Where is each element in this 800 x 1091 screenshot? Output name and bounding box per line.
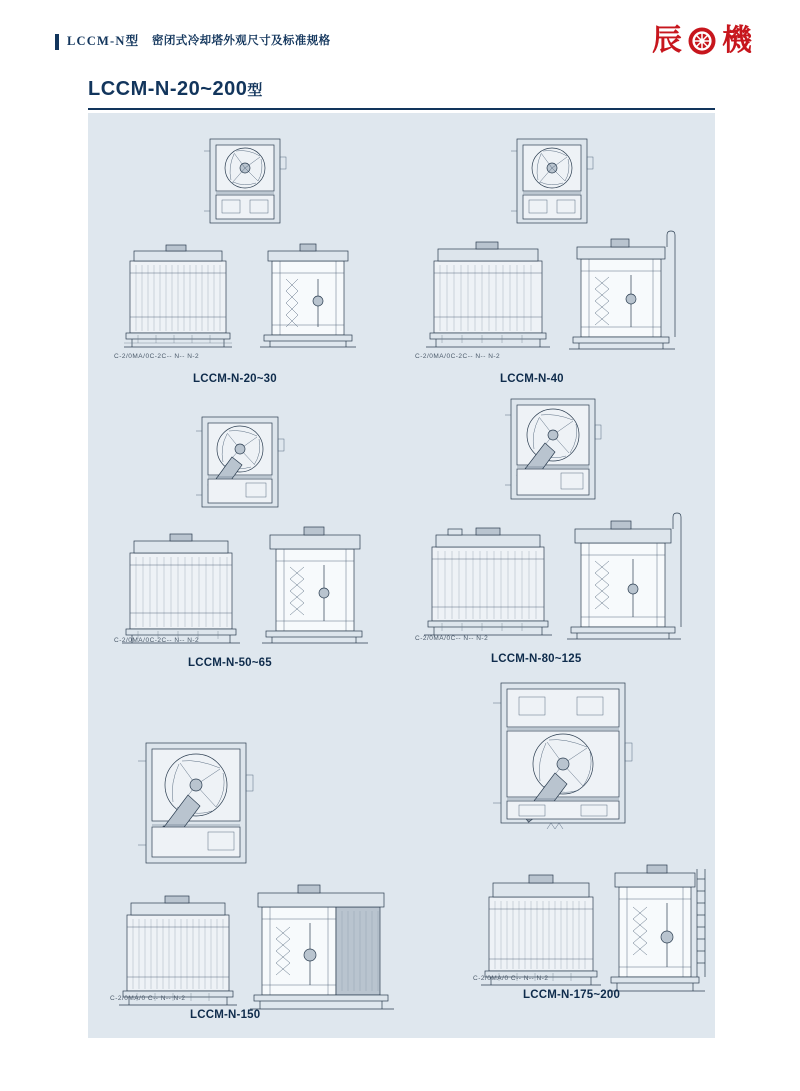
- front-elevation-50-65: [116, 531, 246, 649]
- caption-20-30: LCCM-N-20~30: [193, 373, 277, 385]
- drawings-panel: [88, 113, 715, 1038]
- logo-char-left: 辰: [652, 24, 682, 57]
- dimension-note-175-200: C-2/0MA/0 C-- N-- N-2: [473, 975, 549, 982]
- header-title-text: 密闭式冷却塔外观尺寸及标准规格: [152, 35, 331, 47]
- front-elevation-80-125: [418, 523, 558, 641]
- dimension-note-150: C-2/0MA/0 C-- N-- N-2: [110, 995, 186, 1002]
- plan-view-80-125: [491, 391, 617, 511]
- header-model-code: LCCM-N型: [67, 34, 140, 48]
- page-title-suffix: 型: [247, 82, 263, 99]
- company-logo: [652, 26, 752, 56]
- dimension-note-50-65: C-2/0MA/0C-2C-- N-- N-2: [114, 637, 200, 644]
- page-header: [55, 26, 752, 72]
- figure-40: [413, 131, 708, 391]
- logo-char-right: 機: [722, 24, 752, 57]
- caption-150: LCCM-N-150: [190, 1009, 261, 1021]
- caption-50-65: LCCM-N-50~65: [188, 657, 272, 669]
- figure-150: [108, 703, 398, 1021]
- dimension-note-40: C-2/0MA/0C-2C-- N-- N-2: [415, 353, 501, 360]
- side-elevation-80-125: [563, 509, 697, 645]
- front-elevation-40: [418, 239, 558, 353]
- plan-view-175-200: [485, 673, 645, 843]
- title-divider: [88, 108, 715, 110]
- figure-50-65: [108, 409, 398, 675]
- plan-view-40: [497, 131, 607, 231]
- plan-view-20-30: [190, 131, 300, 231]
- side-elevation-175-200: [605, 853, 717, 999]
- side-elevation-40: [563, 229, 693, 353]
- dimension-note-80-125: C-2/0MA/0C-- N-- N-2: [415, 635, 489, 642]
- figure-20-30: [108, 131, 398, 391]
- side-elevation-150: [248, 875, 398, 1017]
- page-title: [88, 78, 263, 101]
- plan-view-150: [128, 735, 268, 875]
- caption-175-200: LCCM-N-175~200: [523, 989, 621, 1001]
- figure-80-125: [413, 391, 708, 675]
- side-elevation-20-30: [256, 239, 366, 353]
- caption-80-125: LCCM-N-80~125: [491, 653, 582, 665]
- side-elevation-50-65: [258, 517, 384, 647]
- figure-175-200: [413, 673, 708, 1013]
- front-elevation-20-30: [116, 243, 240, 353]
- gear-icon: [687, 26, 717, 56]
- dimension-note-20-30: C-2/0MA/0C-2C-- N-- N-2: [114, 353, 200, 360]
- header-accent-bar: [55, 34, 59, 50]
- page-title-main: LCCM-N-20~200: [88, 78, 248, 100]
- caption-40: LCCM-N-40: [500, 373, 564, 385]
- plan-view-50-65: [180, 409, 300, 519]
